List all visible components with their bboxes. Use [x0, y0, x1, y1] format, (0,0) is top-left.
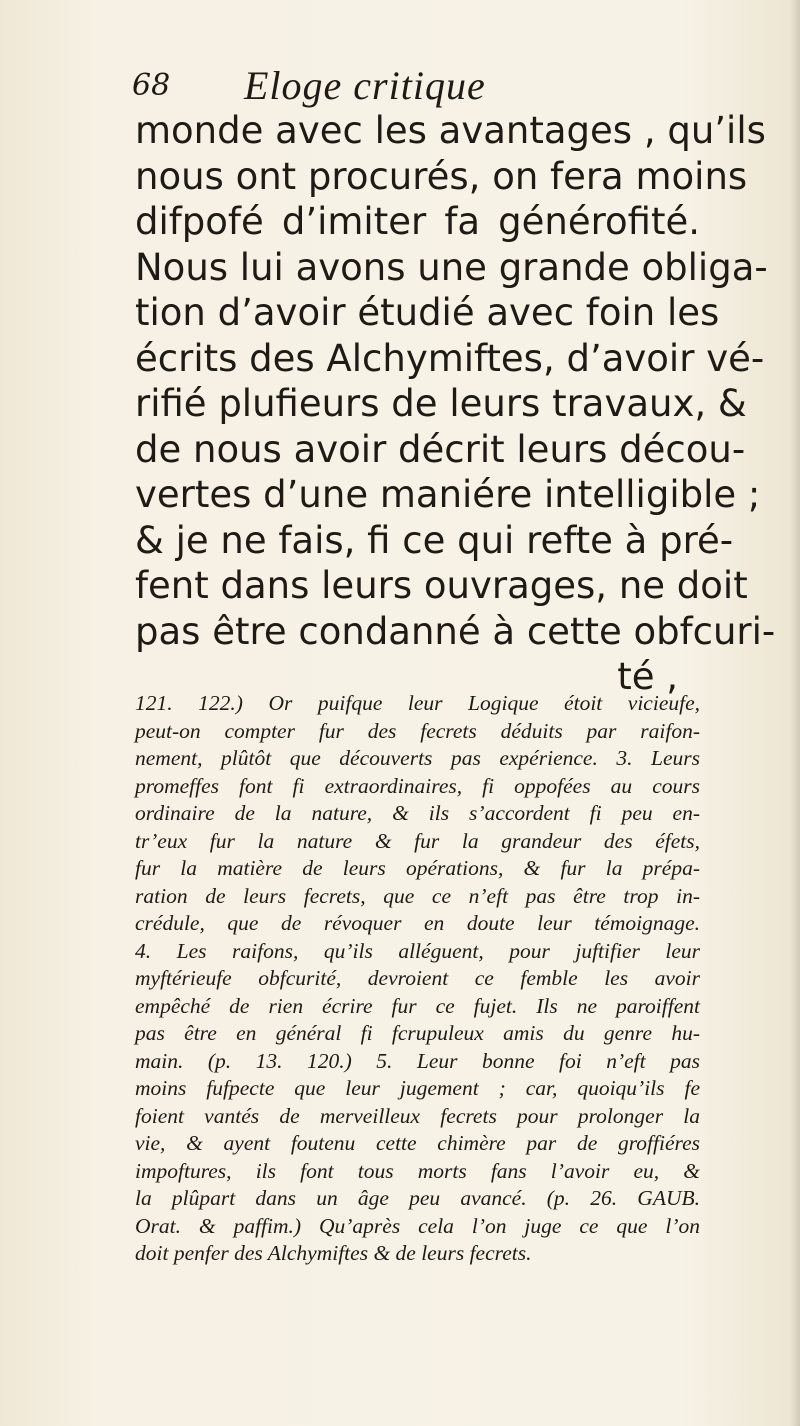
main-text-line: fent dans leurs ouvrages, ne doit [135, 564, 748, 607]
footnote-line: tr’eux fur la nature & fur la grandeur des éfets, [135, 828, 700, 853]
main-text-line: écrits des Alchymiftes, d’avoir vé- [135, 336, 765, 380]
footnote-line: ration de leurs fecrets, que ce n’eft pas être trop in- [135, 883, 700, 908]
main-text-line: vertes d’une maniére intelligible ; [135, 473, 761, 516]
footnote-line: impoftures, ils font tous morts fans l’avoir eu, & [135, 1158, 700, 1183]
main-text-line: té , [617, 655, 678, 698]
footnote-line: Orat. & paffim.) Qu’après cela l’on juge ce que l’on [135, 1213, 700, 1238]
footnote-line: myftérieufe obfcurité, devroient ce femble les avoir [135, 966, 700, 990]
footnote-line: 4. Les raifons, qu’ils alléguent, pour juftifier leur [135, 938, 700, 963]
main-text-line: tion d’avoir étudié avec foin les [135, 291, 720, 334]
main-text-line: difpofé d’imiter fa générofité. [135, 200, 700, 243]
main-text-line: rifié plufieurs de leurs travaux, & [135, 382, 747, 425]
footnote-line: main. (p. 13. 120.) 5. Leur bonne foi n’eft pas [135, 1048, 700, 1073]
running-title: Eloge critique [244, 63, 486, 108]
page-number: 68 [132, 68, 171, 103]
main-text-line: & je ne fais, fi ce qui refte à pré- [135, 518, 734, 562]
footnote-line: la plûpart dans un âge peu avancé. (p. 26. GAUB. [135, 1186, 700, 1210]
main-text-line: pas être condanné à cette obfcuri- [135, 609, 776, 653]
footnote-line: foient vantés de merveilleux fecrets pour prolonger la [135, 1103, 700, 1128]
footnote-line: vie, & ayent foutenu cette chimère par de groffiéres [135, 1131, 700, 1155]
footnote-line: promeffes font fi extraordinaires, fi oppofées au cours [135, 773, 700, 798]
page-header [132, 62, 692, 110]
main-text-line: nous ont procurés, on fera moins [135, 154, 748, 198]
main-text-line: de nous avoir décrit leurs décou- [135, 427, 746, 471]
main-text [135, 108, 776, 700]
footnote-line: peut-on compter fur des fecrets déduits par raifon- [135, 718, 700, 743]
footnote-line: 121. 122.) Or puifque leur Logique étoit vicieufe, [135, 691, 700, 715]
page-edge-shadow [790, 0, 800, 1426]
main-text-line: monde avec les avantages , qu’ils [135, 109, 766, 152]
main-text-line: Nous lui avons une grande obliga- [135, 245, 768, 289]
footnote-line: pas être en général fi fcrupuleux amis du genre hu- [135, 1021, 700, 1045]
footnote-line: ordinaire de la nature, & ils s’accordent fi peu en- [135, 801, 700, 825]
footnote-line: crédule, que de révoquer en doute leur témoignage. [135, 911, 700, 935]
footnote-line: moins fufpecte que leur jugement ; car, quoiqu’ils fe [135, 1076, 700, 1100]
footnotes [135, 690, 700, 1268]
footnote-line: fur la matière de leurs opérations, & fur la prépa- [135, 856, 700, 880]
footnote-line: empêché de rien écrire fur ce fujet. Ils ne paroiffent [135, 993, 700, 1018]
footnote-line: nement, plûtôt que découverts pas expérience. 3. Leurs [135, 746, 700, 770]
footnote-line: doit penfer des Alchymiftes & de leurs fecrets. [135, 1241, 532, 1265]
